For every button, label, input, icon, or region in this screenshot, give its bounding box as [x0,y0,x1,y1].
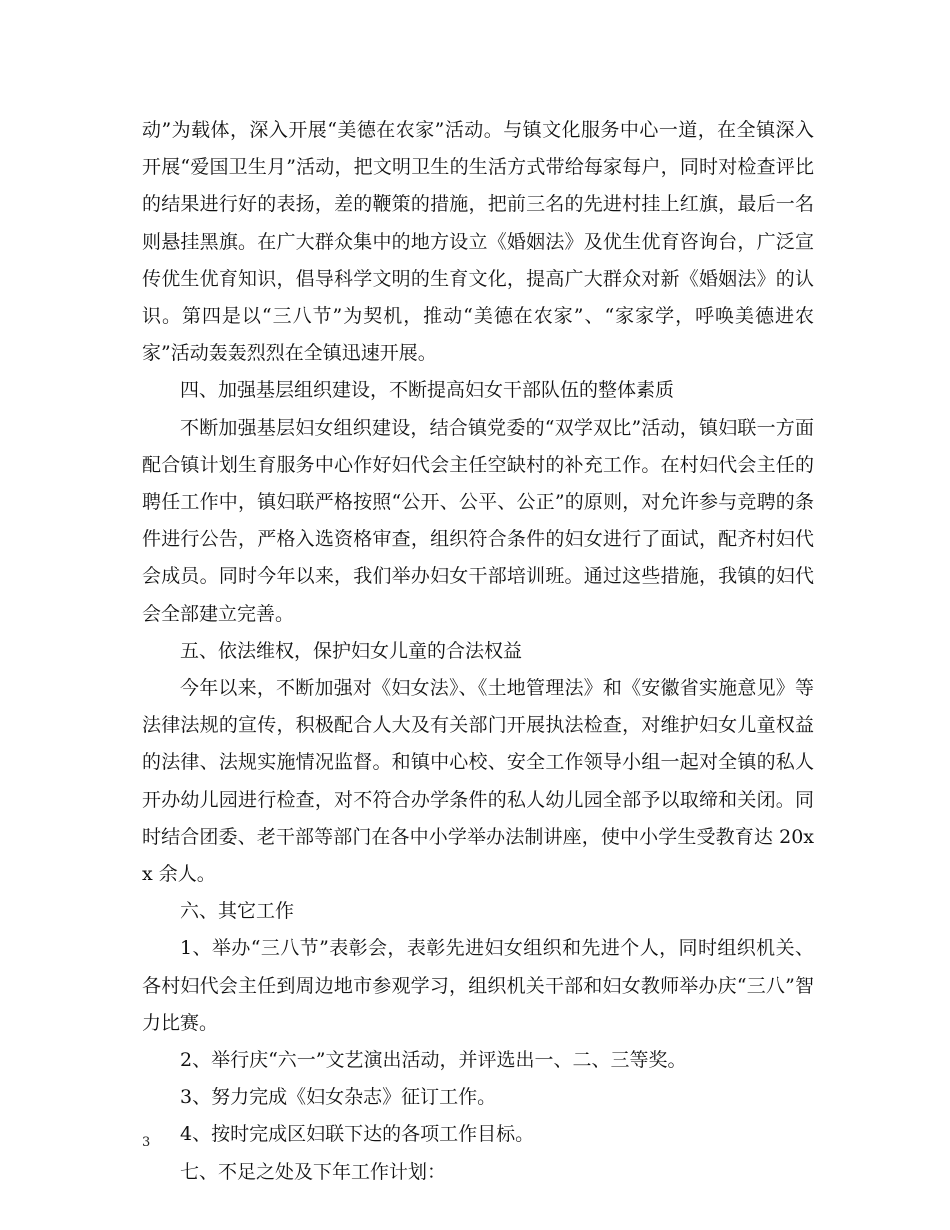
section-heading: 五、依法维权，保护妇女儿童的合法权益 [180,639,523,662]
document-body [142,112,814,1191]
list-item-paragraph: 3、努力完成《妇女杂志》征订工作。 [180,1086,497,1109]
body-paragraph: 动”为载体，深入开展“美德在农家”活动。与镇文化服务中心一道，在全镇深入开展“爱国卫生月”活动，把文明卫生的生活方式带给每家每户，同时对检查评比的结果进行好的表扬，差的鞭策的措施，把前三名的先进村挂上红旗，最后一名则悬挂黑旗。在广大群众集中的地方设立《婚姻法》及优生优育咨询台，广泛宣传优生优育知识，倡导科学文明的生育文化，提高广大群众对新《婚姻法》的认识。第四是以“三八节”为契机，推动“美德在农家”、“家家学，呼唤美德进农家”活动轰轰烈烈在全镇迅速开展。 [142,119,814,365]
page-number: 3 [142,1135,151,1150]
list-item-paragraph: 1、举办“三八节”表彰会，表彰先进妇女组织和先进个人，同时组织机关、各村妇代会主任到周边地市参观学习，组织机关干部和妇女教师举办庆“三八”智力比赛。 [142,937,814,1034]
section-heading: 六、其它工作 [180,900,295,923]
list-item-paragraph: 2、举行庆“六一”文艺演出活动，并评选出一、二、三等奖。 [180,1049,687,1072]
body-paragraph: 今年以来，不断加强对《妇女法》、《土地管理法》和《安徽省实施意见》等法律法规的宣传，积极配合人大及有关部门开展执法检查，对维护妇女儿童权益的法律、法规实施情况监督。和镇中心校、安全工作领导小组一起对全镇的私人开办幼儿园进行检查，对不符合办学条件的私人幼儿园全部予以取缔和关闭。同时结合团委、老干部等部门在各中小学举办法制讲座，使中小学生受教育达 20xx 余人。 [142,677,814,886]
body-paragraph: 不断加强基层妇女组织建设，结合镇党委的“双学双比”活动，镇妇联一方面配合镇计划生育服务中心作好妇代会主任空缺村的补充工作。在村妇代会主任的聘任工作中，镇妇联严格按照“公开、公平、公正”的原则，对允许参与竞聘的条件进行公告，严格入选资格审查，组织符合条件的妇女进行了面试，配齐村妇代会成员。同时今年以来，我们举办妇女干部培训班。通过这些措施，我镇的妇代会全部建立完善。 [142,416,814,625]
list-item-paragraph: 4、按时完成区妇联下达的各项工作目标。 [180,1123,535,1146]
section-heading: 七、不足之处及下年工作计划： [180,1160,447,1183]
section-heading: 四、加强基层组织建设，不断提高妇女干部队伍的整体素质 [180,379,675,402]
